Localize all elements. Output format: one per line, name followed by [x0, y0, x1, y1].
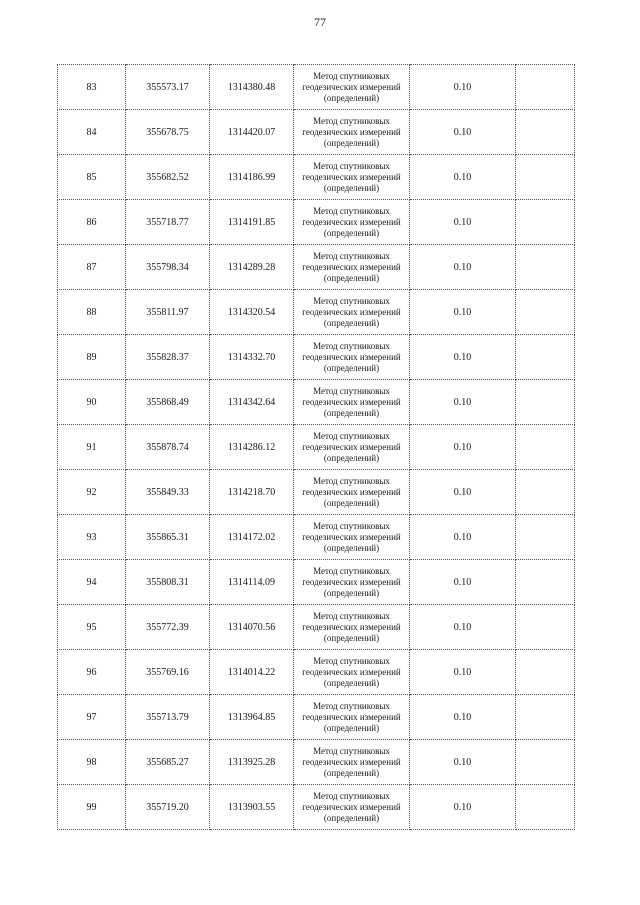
x-coordinate-cell: 355573.17 — [126, 65, 210, 110]
table-row — [58, 380, 575, 425]
table-row — [58, 65, 575, 110]
table-row — [58, 245, 575, 290]
accuracy-cell: 0.10 — [410, 515, 516, 560]
table-row — [58, 470, 575, 515]
method-cell: Метод спутниковых геодезических измерений (определений) — [294, 110, 410, 155]
table-row — [58, 695, 575, 740]
x-coordinate-cell: 355769.16 — [126, 650, 210, 695]
x-coordinate-cell: 355811.97 — [126, 290, 210, 335]
note-cell — [516, 515, 575, 560]
point-number-cell: 85 — [58, 155, 126, 200]
table-row — [58, 560, 575, 605]
note-cell — [516, 740, 575, 785]
coordinates-table — [57, 64, 575, 830]
y-coordinate-cell: 1313903.55 — [210, 785, 294, 830]
method-cell: Метод спутниковых геодезических измерений (определений) — [294, 695, 410, 740]
method-cell: Метод спутниковых геодезических измерений (определений) — [294, 245, 410, 290]
note-cell — [516, 155, 575, 200]
method-cell: Метод спутниковых геодезических измерений (определений) — [294, 785, 410, 830]
accuracy-cell: 0.10 — [410, 110, 516, 155]
note-cell — [516, 425, 575, 470]
x-coordinate-cell: 355849.33 — [126, 470, 210, 515]
y-coordinate-cell: 1314420.07 — [210, 110, 294, 155]
method-cell: Метод спутниковых геодезических измерений (определений) — [294, 650, 410, 695]
y-coordinate-cell: 1314286.12 — [210, 425, 294, 470]
point-number-cell: 99 — [58, 785, 126, 830]
point-number-cell: 94 — [58, 560, 126, 605]
method-cell: Метод спутниковых геодезических измерений (определений) — [294, 515, 410, 560]
method-cell: Метод спутниковых геодезических измерений (определений) — [294, 290, 410, 335]
point-number-cell: 93 — [58, 515, 126, 560]
note-cell — [516, 650, 575, 695]
accuracy-cell: 0.10 — [410, 785, 516, 830]
note-cell — [516, 245, 575, 290]
note-cell — [516, 380, 575, 425]
method-cell: Метод спутниковых геодезических измерений (определений) — [294, 740, 410, 785]
method-cell: Метод спутниковых геодезических измерений (определений) — [294, 605, 410, 650]
table-row — [58, 605, 575, 650]
table-row — [58, 740, 575, 785]
method-cell: Метод спутниковых геодезических измерений (определений) — [294, 470, 410, 515]
accuracy-cell: 0.10 — [410, 335, 516, 380]
x-coordinate-cell: 355828.37 — [126, 335, 210, 380]
point-number-cell: 89 — [58, 335, 126, 380]
table-row — [58, 200, 575, 245]
y-coordinate-cell: 1314191.85 — [210, 200, 294, 245]
note-cell — [516, 335, 575, 380]
x-coordinate-cell: 355878.74 — [126, 425, 210, 470]
table-row — [58, 515, 575, 560]
x-coordinate-cell: 355682.52 — [126, 155, 210, 200]
y-coordinate-cell: 1314186.99 — [210, 155, 294, 200]
x-coordinate-cell: 355713.79 — [126, 695, 210, 740]
y-coordinate-cell: 1314320.54 — [210, 290, 294, 335]
table-row — [58, 290, 575, 335]
y-coordinate-cell: 1314332.70 — [210, 335, 294, 380]
table-row — [58, 785, 575, 830]
note-cell — [516, 470, 575, 515]
note-cell — [516, 200, 575, 245]
table-row — [58, 425, 575, 470]
accuracy-cell: 0.10 — [410, 245, 516, 290]
accuracy-cell: 0.10 — [410, 470, 516, 515]
x-coordinate-cell: 355865.31 — [126, 515, 210, 560]
accuracy-cell: 0.10 — [410, 695, 516, 740]
x-coordinate-cell: 355718.77 — [126, 200, 210, 245]
table-row — [58, 335, 575, 380]
note-cell — [516, 65, 575, 110]
point-number-cell: 90 — [58, 380, 126, 425]
table-body — [58, 65, 575, 830]
method-cell: Метод спутниковых геодезических измерений (определений) — [294, 155, 410, 200]
x-coordinate-cell: 355868.49 — [126, 380, 210, 425]
point-number-cell: 97 — [58, 695, 126, 740]
point-number-cell: 96 — [58, 650, 126, 695]
y-coordinate-cell: 1314114.09 — [210, 560, 294, 605]
method-cell: Метод спутниковых геодезических измерений (определений) — [294, 425, 410, 470]
accuracy-cell: 0.10 — [410, 380, 516, 425]
x-coordinate-cell: 355772.39 — [126, 605, 210, 650]
point-number-cell: 95 — [58, 605, 126, 650]
accuracy-cell: 0.10 — [410, 605, 516, 650]
y-coordinate-cell: 1313964.85 — [210, 695, 294, 740]
point-number-cell: 86 — [58, 200, 126, 245]
x-coordinate-cell: 355678.75 — [126, 110, 210, 155]
accuracy-cell: 0.10 — [410, 200, 516, 245]
y-coordinate-cell: 1313925.28 — [210, 740, 294, 785]
x-coordinate-cell: 355808.31 — [126, 560, 210, 605]
note-cell — [516, 695, 575, 740]
note-cell — [516, 110, 575, 155]
accuracy-cell: 0.10 — [410, 740, 516, 785]
note-cell — [516, 560, 575, 605]
y-coordinate-cell: 1314380.48 — [210, 65, 294, 110]
point-number-cell: 98 — [58, 740, 126, 785]
point-number-cell: 87 — [58, 245, 126, 290]
y-coordinate-cell: 1314070.56 — [210, 605, 294, 650]
method-cell: Метод спутниковых геодезических измерений (определений) — [294, 200, 410, 245]
method-cell: Метод спутниковых геодезических измерений (определений) — [294, 335, 410, 380]
page-number: 77 — [314, 15, 326, 29]
y-coordinate-cell: 1314342.64 — [210, 380, 294, 425]
point-number-cell: 92 — [58, 470, 126, 515]
method-cell: Метод спутниковых геодезических измерений (определений) — [294, 380, 410, 425]
table-row — [58, 155, 575, 200]
y-coordinate-cell: 1314172.02 — [210, 515, 294, 560]
method-cell: Метод спутниковых геодезических измерений (определений) — [294, 65, 410, 110]
y-coordinate-cell: 1314289.28 — [210, 245, 294, 290]
point-number-cell: 83 — [58, 65, 126, 110]
table-row — [58, 650, 575, 695]
point-number-cell: 91 — [58, 425, 126, 470]
note-cell — [516, 785, 575, 830]
accuracy-cell: 0.10 — [410, 65, 516, 110]
accuracy-cell: 0.10 — [410, 425, 516, 470]
x-coordinate-cell: 355685.27 — [126, 740, 210, 785]
x-coordinate-cell: 355719.20 — [126, 785, 210, 830]
note-cell — [516, 290, 575, 335]
point-number-cell: 88 — [58, 290, 126, 335]
method-cell: Метод спутниковых геодезических измерений (определений) — [294, 560, 410, 605]
table-row — [58, 110, 575, 155]
y-coordinate-cell: 1314218.70 — [210, 470, 294, 515]
accuracy-cell: 0.10 — [410, 155, 516, 200]
point-number-cell: 84 — [58, 110, 126, 155]
x-coordinate-cell: 355798.34 — [126, 245, 210, 290]
note-cell — [516, 605, 575, 650]
accuracy-cell: 0.10 — [410, 560, 516, 605]
accuracy-cell: 0.10 — [410, 650, 516, 695]
y-coordinate-cell: 1314014.22 — [210, 650, 294, 695]
accuracy-cell: 0.10 — [410, 290, 516, 335]
